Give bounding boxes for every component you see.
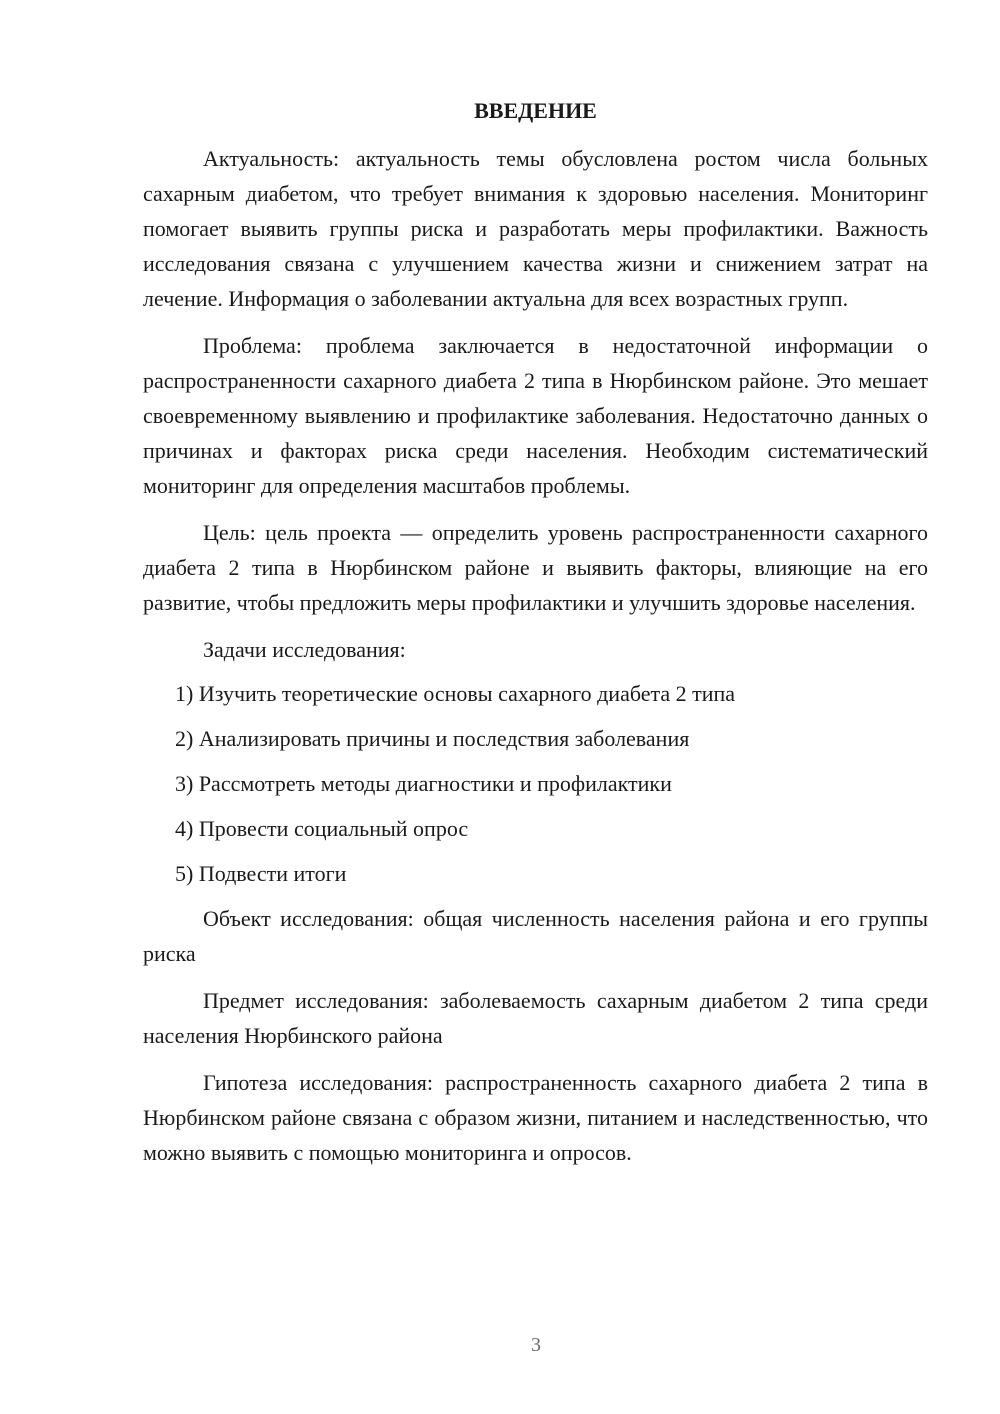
page-number: 3 bbox=[531, 1334, 541, 1356]
problem-paragraph: Проблема: проблема заключается в недостаточной информации о распространенности сахарного диабета 2 типа в Нюрбинском районе. Это мешает своевременному выявлению и профилактике заболевания. Недостаточно данных о причинах и факторах риска среди населения. Необходим систематический мониторинг для определения масштабов проблемы. bbox=[143, 333, 928, 498]
goal-paragraph: Цель: цель проекта — определить уровень распространенности сахарного диабета 2 типа в Нюрбинском районе и выявить факторы, влияющие на его развитие, чтобы предложить меры профилактики и улучшить здоровье населения. bbox=[143, 520, 928, 615]
object-paragraph: Объект исследования: общая численность населения района и его группы риска bbox=[143, 906, 928, 966]
subject-paragraph: Предмет исследования: заболеваемость сахарным диабетом 2 типа среди населения Нюрбинского района bbox=[143, 988, 928, 1048]
tasks-title: Задачи исследования: bbox=[203, 637, 406, 662]
relevance-paragraph: Актуальность: актуальность темы обусловлена ростом числа больных сахарным диабетом, что требует внимания к здоровью населения. Мониторинг помогает выявить группы риска и разработать меры профилактики. Важность исследования связана с улучшением качества жизни и снижением затрат на лечение. Информация о заболевании актуальна для всех возрастных групп. bbox=[143, 146, 928, 311]
task-item: 5) Подвести итоги bbox=[175, 861, 347, 886]
task-item: 3) Рассмотреть методы диагностики и профилактики bbox=[175, 771, 672, 796]
section-heading: ВВЕДЕНИЕ bbox=[474, 98, 597, 123]
task-item: 1) Изучить теоретические основы сахарного диабета 2 типа bbox=[175, 681, 736, 706]
task-item: 2) Анализировать причины и последствия заболевания bbox=[175, 726, 690, 751]
document-page bbox=[143, 96, 928, 1182]
task-item: 4) Провести социальный опрос bbox=[175, 816, 469, 841]
task-list bbox=[143, 676, 928, 891]
hypothesis-paragraph: Гипотеза исследования: распространенность сахарного диабета 2 типа в Нюрбинском районе связана с образом жизни, питанием и наследственностью, что можно выявить с помощью мониторинга и опросов. bbox=[143, 1070, 928, 1165]
